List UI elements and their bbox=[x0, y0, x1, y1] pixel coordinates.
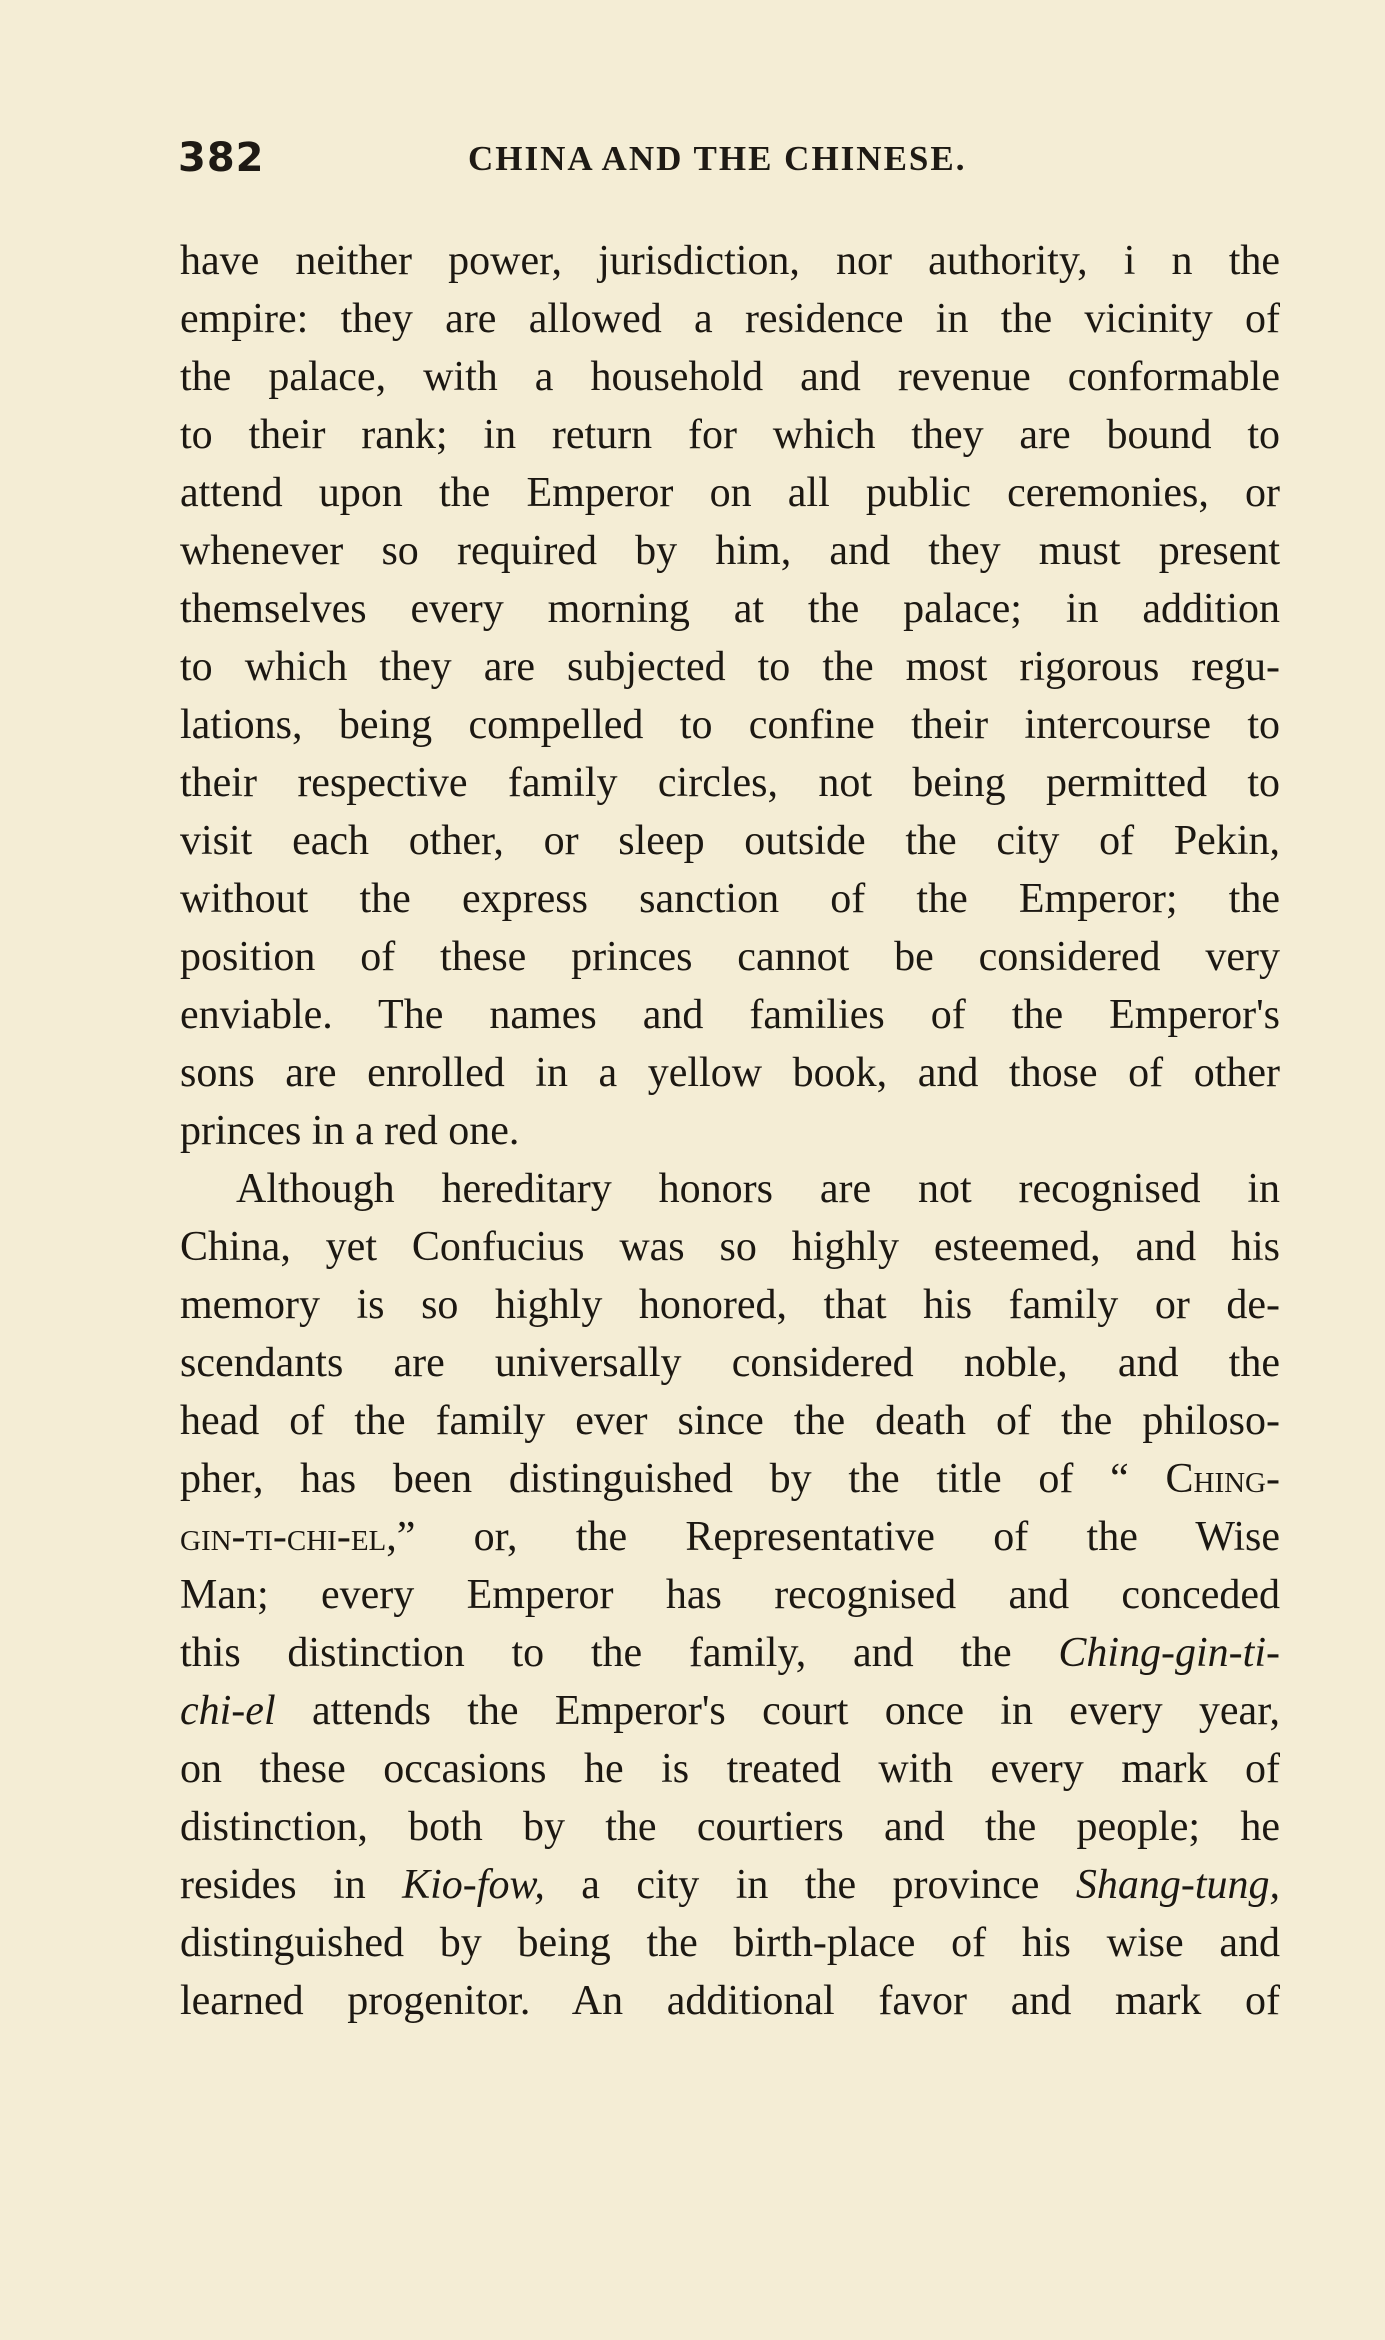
text-line: distinction, both by the courtiers and the people; he bbox=[180, 1804, 1280, 1850]
page-body bbox=[180, 232, 1280, 2030]
text-run: pher, has been distinguished by the title of “ bbox=[180, 1456, 1166, 1502]
text-line: empire: they are allowed a residence in the vicinity of bbox=[180, 296, 1280, 342]
place-name-italic: Shang-tung, bbox=[1075, 1862, 1281, 1908]
text-line: position of these princes cannot be considered very bbox=[180, 934, 1280, 980]
paragraph-1 bbox=[180, 232, 1280, 1160]
title-italic: Ching-gin-ti- bbox=[1058, 1630, 1280, 1676]
text-line: lations, being compelled to confine their intercourse to bbox=[180, 702, 1280, 748]
text-run: ” or, the Representative of the Wise bbox=[396, 1514, 1280, 1560]
place-name-italic: Kio-fow, bbox=[402, 1862, 545, 1908]
text-line bbox=[180, 1450, 1280, 1508]
text-line: Although hereditary honors are not recognised in bbox=[236, 1166, 1280, 1212]
text-line bbox=[180, 1682, 1280, 1740]
running-head: CHINA AND THE CHINESE. bbox=[468, 139, 967, 178]
title-italic: chi-el bbox=[180, 1688, 276, 1734]
text-line: have neither power, jurisdiction, nor authority, i n the bbox=[180, 238, 1280, 284]
title-smallcaps: gin-ti-chi-el, bbox=[180, 1514, 397, 1560]
text-run: this distinction to the family, and the bbox=[180, 1630, 1059, 1676]
text-line: scendants are universally considered noble, and the bbox=[180, 1340, 1280, 1386]
text-run: resides in bbox=[180, 1862, 403, 1908]
text-line: their respective family circles, not being permitted to bbox=[180, 760, 1280, 806]
text-line: to which they are subjected to the most rigorous regu- bbox=[180, 644, 1280, 690]
text-line bbox=[180, 1508, 1280, 1566]
text-line bbox=[180, 1856, 1280, 1914]
text-line: to their rank; in return for which they are bound to bbox=[180, 412, 1280, 458]
text-line: enviable. The names and families of the Emperor's bbox=[180, 992, 1280, 1038]
text-line: whenever so required by him, and they must present bbox=[180, 528, 1280, 574]
text-line: head of the family ever since the death of the philoso- bbox=[180, 1398, 1280, 1444]
text-line: learned progenitor. An additional favor and mark of bbox=[180, 1978, 1280, 2024]
text-line: the palace, with a household and revenue conformable bbox=[180, 354, 1280, 400]
title-smallcaps: Ching- bbox=[1165, 1456, 1280, 1502]
text-line: visit each other, or sleep outside the city of Pekin, bbox=[180, 818, 1280, 864]
text-line: China, yet Confucius was so highly esteemed, and his bbox=[180, 1224, 1280, 1270]
text-line: sons are enrolled in a yellow book, and those of other bbox=[180, 1050, 1280, 1096]
text-run: a city in the province bbox=[544, 1862, 1076, 1908]
text-line: memory is so highly honored, that his family or de- bbox=[180, 1282, 1280, 1328]
text-line bbox=[180, 1624, 1280, 1682]
text-line: princes in a red one. bbox=[180, 1108, 520, 1154]
text-line: on these occasions he is treated with every mark of bbox=[180, 1746, 1280, 1792]
text-line: distinguished by being the birth-place of his wise and bbox=[180, 1920, 1280, 1966]
page-number: 382 bbox=[178, 135, 265, 181]
text-line: Man; every Emperor has recognised and conceded bbox=[180, 1572, 1280, 1618]
page-header bbox=[178, 135, 1283, 195]
text-run: attends the Emperor's court once in every year, bbox=[275, 1688, 1280, 1734]
paragraph-2 bbox=[180, 1160, 1280, 2030]
text-line: without the express sanction of the Emperor; the bbox=[180, 876, 1280, 922]
text-line: themselves every morning at the palace; in addition bbox=[180, 586, 1280, 632]
text-line: attend upon the Emperor on all public ceremonies, or bbox=[180, 470, 1280, 516]
